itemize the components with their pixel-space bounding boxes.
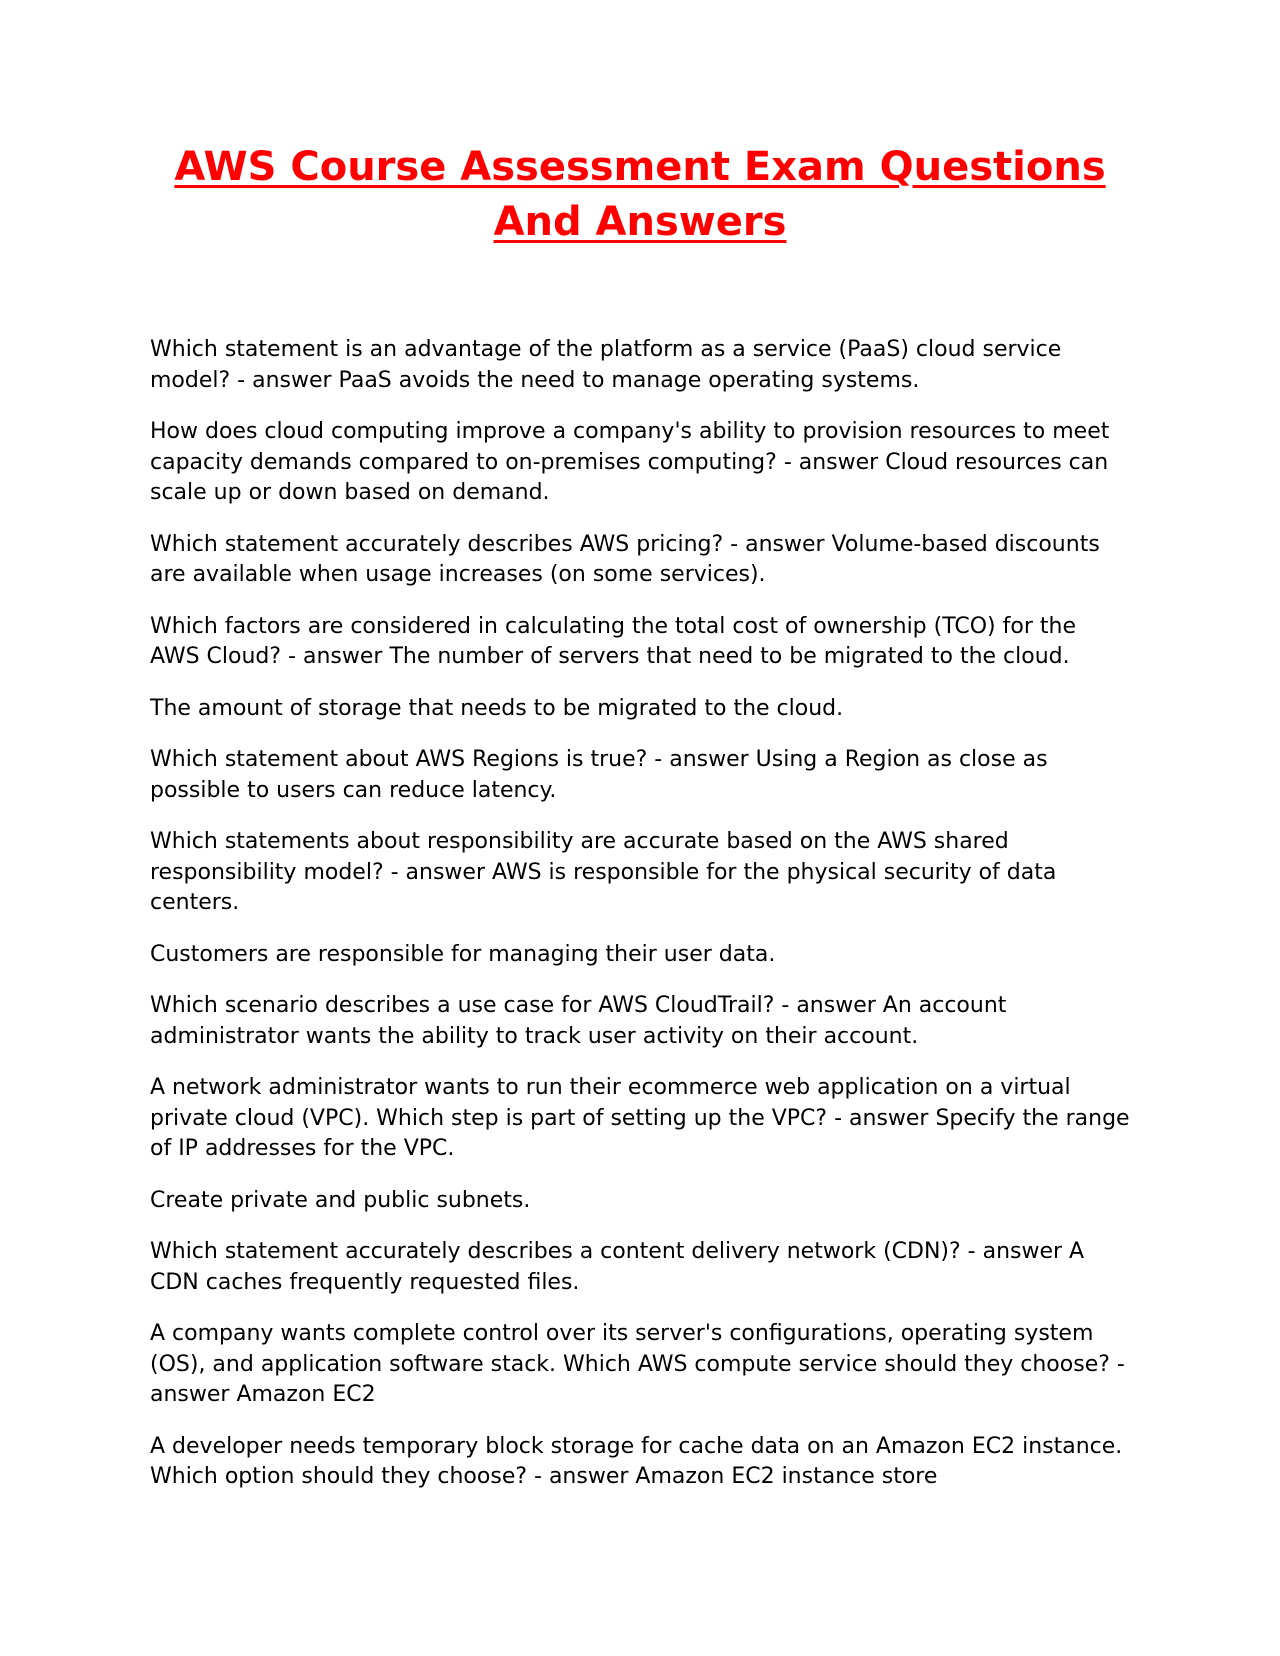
qa-paragraph: Customers are responsible for managing their user data. (150, 941, 776, 967)
qa-paragraph: Which statement accurately describes AWS pricing? - answer Volume-based discounts are available when usage increases (on some services). (150, 531, 1100, 587)
qa-paragraph: Create private and public subnets. (150, 1187, 531, 1213)
document-title: AWS Course Assessment Exam Questions And Answers (174, 144, 1106, 245)
qa-paragraph: Which statement accurately describes a content delivery network (CDN)? - answer A CDN caches frequently requested files. (150, 1239, 1085, 1295)
qa-paragraph: Which statement about AWS Regions is true? - answer Using a Region as close as possible to users can reduce latency. (150, 747, 1048, 803)
qa-paragraph: A network administrator wants to run their ecommerce web application on a virtual private cloud (VPC). Which step is part of setting up the VPC? - answer Specify the range of IP addresses for the VPC. (150, 1075, 1130, 1161)
qa-list (150, 335, 1130, 1493)
qa-paragraph: Which scenario describes a use case for AWS CloudTrail? - answer An account administrator wants the ability to track user activity on their account. (150, 993, 1007, 1049)
qa-paragraph: Which factors are considered in calculating the total cost of ownership (TCO) for the AWS Cloud? - answer The number of servers that need to be migrated to the cloud. (150, 613, 1076, 669)
qa-paragraph: A company wants complete control over its server's configurations, operating system (OS), and application software stack. Which AWS compute service should they choose? - answer Amazon EC2 (150, 1321, 1125, 1407)
qa-paragraph: A developer needs temporary block storage for cache data on an Amazon EC2 instance. Which option should they choose? - answer Amazon EC2 instance store (150, 1433, 1123, 1489)
qa-paragraph: Which statement is an advantage of the platform as a service (PaaS) cloud service model? - answer PaaS avoids the need to manage operating systems. (150, 337, 1062, 393)
qa-paragraph: Which statements about responsibility are accurate based on the AWS shared responsibility model? - answer AWS is responsible for the physical security of data centers. (150, 829, 1057, 915)
qa-paragraph: The amount of storage that needs to be migrated to the cloud. (150, 695, 844, 721)
document-page (150, 140, 1130, 1514)
qa-paragraph: How does cloud computing improve a company's ability to provision resources to meet capacity demands compared to on-premises computing? - answer Cloud resources can scale up or down based on demand. (150, 419, 1110, 505)
